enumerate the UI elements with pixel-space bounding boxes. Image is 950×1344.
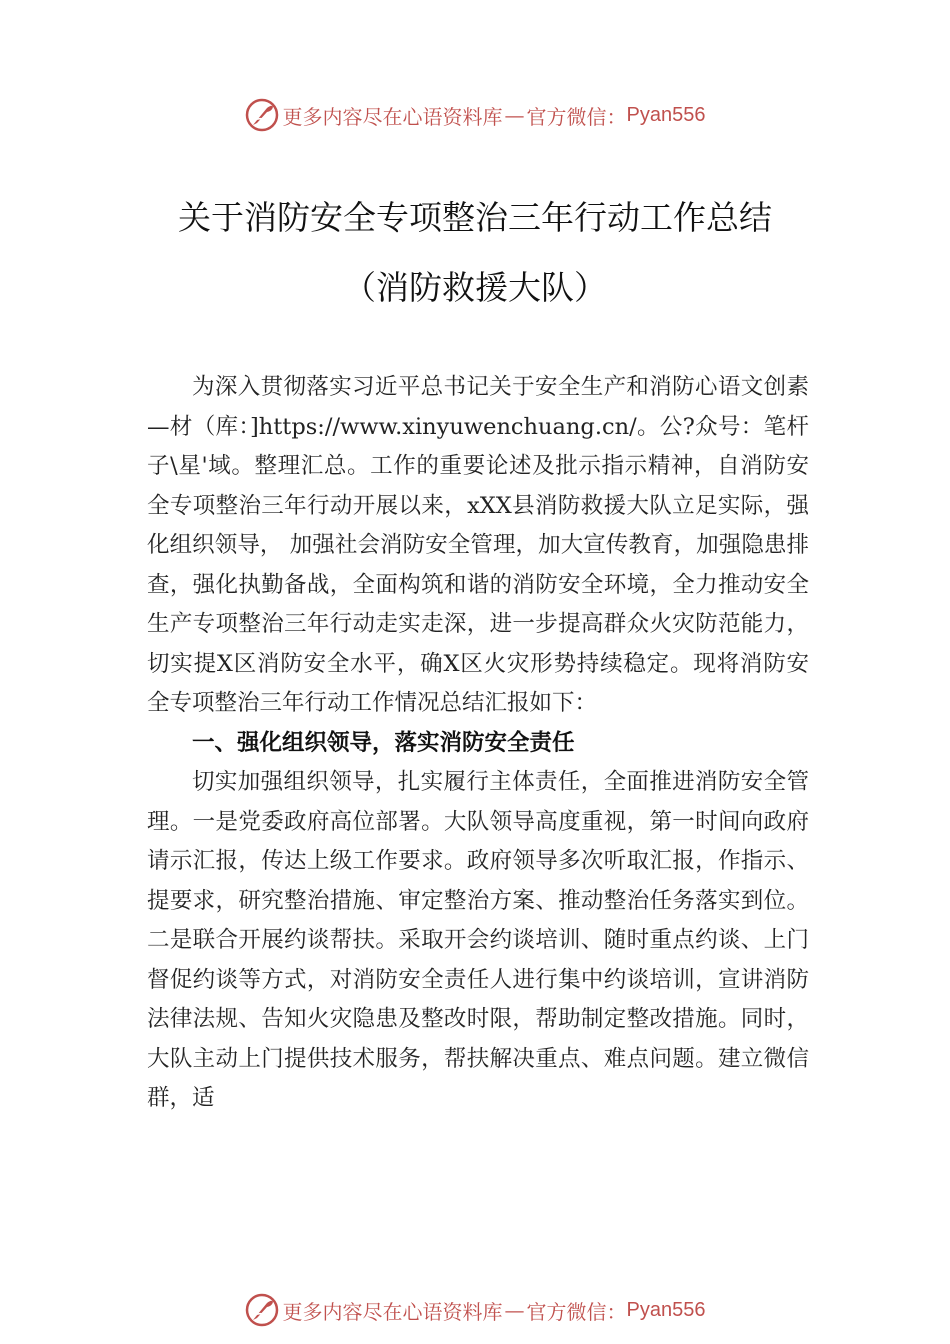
document-body	[147, 368, 809, 1119]
document-title: 关于消防安全专项整治三年行动工作总结	[178, 198, 772, 237]
watermark-separator: —	[504, 1298, 525, 1322]
watermark-wechat-label: 官方微信：	[526, 1299, 627, 1324]
watermark-banner-top	[0, 95, 950, 135]
watermark-wechat-id: Pyan556	[626, 1298, 706, 1321]
quill-logo-icon	[245, 1293, 279, 1327]
section-paragraph: 切实加强组织领导，扎实履行主体责任，全面推进消防安全管理。一是党委政府高位部署。大队领导高度重视，第一时间向政府请示汇报，传达上级工作要求。政府领导多次听取汇报，作指示、提要求，研究整治措施、审定整治方案、推动整治任务落实到位。二是联合开展约谈帮扶。采取开会约谈培训、随时重点约谈、上门督促约谈等方式，对消防安全责任人进行集中约谈培训，宣讲消防法律法规、告知火灾隐患及整改时限，帮助制定整改措施。同时，大队主动上门提供技术服务，帮扶解决重点、难点问题。建立微信群，适	[147, 769, 809, 1111]
section-heading: 一、强化组织领导，落实消防安全责任	[192, 729, 575, 756]
watermark-wechat-id: Pyan556	[626, 103, 706, 126]
intro-paragraph: 为深入贯彻落实习近平总书记关于安全生产和消防心语文创素—材（库：]https://www.xinyuwenchuang.cn/。公?众号：笔杆子\星'域。整理汇总。工作的重要论述及批示指示精神，自消防安全专项整治三年行动开展以来，xXX县消防救援大队立足实际，强化组织领导， 加强社会消防安全管理，加大宣传教育，加强隐患排查，强化执勤备战，全面构筑和谐的消防安全环境，全力推动安全生产专项整治三年行动走实走深，进一步提高群众火灾防范能力，切实提X区消防安全水平，确X区火灾形势持续稳定。现将消防安全专项整治三年行动工作情况总结汇报如下：	[147, 374, 809, 716]
watermark-wechat-label: 官方微信：	[526, 104, 627, 129]
watermark-text: 更多内容尽在心语资料库	[282, 1299, 503, 1324]
watermark-banner-bottom	[0, 1290, 950, 1330]
watermark-separator: —	[504, 103, 525, 127]
watermark-text: 更多内容尽在心语资料库	[282, 104, 503, 129]
quill-logo-icon	[245, 98, 279, 132]
document-subtitle: （消防救援大队）	[343, 268, 607, 307]
